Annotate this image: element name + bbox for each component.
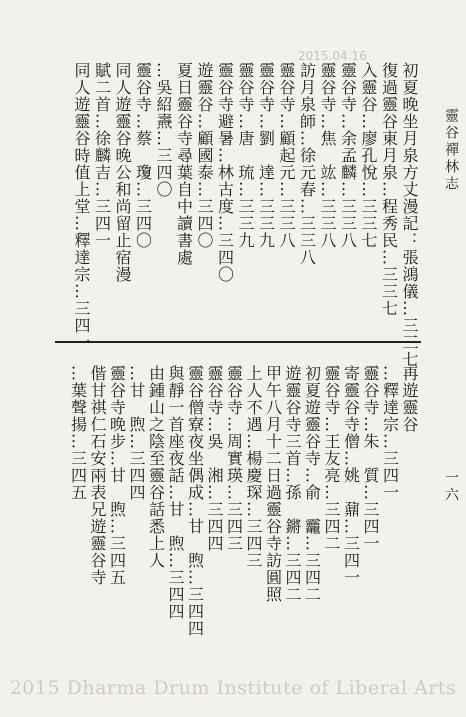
bottom-contents-entry: 偕甘祺仁石安兩表兄遊靈谷寺 (88, 365, 107, 586)
top-contents-entry: 夏日靈谷寺尋葉自中讀書處 (174, 62, 194, 266)
watermark: 2015 Dharma Drum Institute of Liberal Arts (9, 677, 457, 699)
top-contents-entry: 入靈谷…廖孔悅…三三七 (359, 62, 378, 249)
bottom-contents-entry: 上人不遇…楊慶琛…三四三 (244, 365, 263, 569)
bottom-contents-entry: …釋達宗…三四一 (380, 365, 400, 501)
bottom-contents-entry: 甲午八月十二日過靈谷寺訪圓照 (263, 365, 283, 603)
bottom-contents-entry: 靈谷寺…朱 質…三四一 (361, 365, 380, 552)
top-contents-entry: 賦二首…徐麟吉…三四一 (92, 62, 112, 249)
top-contents-entry: 靈谷寺…蔡 瓊…三四〇 (133, 62, 153, 249)
top-contents-entry: 同人遊靈谷時值上堂…釋達宗…三四一 (72, 62, 91, 351)
top-contents-entry: 靈谷寺避暑…林古度…三四〇 (215, 62, 235, 283)
top-contents-entry: 遊靈谷…顧國泰…三四〇 (195, 62, 214, 249)
bottom-contents-entry: 靈谷寺…王友亮…三四二 (322, 365, 341, 552)
top-contents-entry: …吳紹燾…三四〇 (154, 62, 173, 198)
section-divider (55, 341, 421, 343)
bottom-contents-entry: 靈谷寺…周實瑛…三四三 (224, 365, 244, 552)
top-contents-entry: 靈谷寺…唐 琉…三三九 (236, 62, 255, 249)
page-stamp: 2015.04.16 (298, 49, 367, 63)
bottom-contents-entry: 寄靈谷寺僧…姚 鼐…三四一 (341, 365, 361, 586)
top-contents-entry: 同人遊靈谷晚公和尚留止宿漫 (113, 62, 132, 283)
bottom-contents-entry: 靈谷寺晚步…甘 煦…三四五 (107, 365, 127, 586)
top-contents-entry: 靈谷寺…余孟麟…三三八 (338, 62, 358, 249)
bottom-contents-entry: 靈谷寺…吳 湘…三四四 (205, 365, 224, 552)
bottom-contents-entry: 再遊靈谷 (400, 365, 419, 433)
bottom-contents-entry: …葉聲揚…三四五 (68, 365, 88, 501)
bottom-contents-entry: 遊靈谷寺三首…孫 鏘…三四二 (283, 365, 302, 603)
running-title: 靈谷禪林志 (443, 108, 459, 193)
bottom-contents-entry: 靈谷僧寮夜坐偶成…甘 煦…三四四 (185, 365, 205, 637)
bottom-contents-entry: 與靜一首座夜話…甘 煦…三四四 (166, 365, 185, 620)
top-contents-entry: 靈谷寺…顧起元…三三八 (277, 62, 296, 249)
top-contents-entry: 靈谷寺…劉 達…三三九 (256, 62, 276, 249)
top-contents-entry: 靈谷寺…焦 竑…三三八 (318, 62, 337, 249)
page-number: 一六 (443, 470, 459, 504)
bottom-contents-entry: …甘 煦…三四四 (127, 365, 146, 501)
top-contents-entry: 初夏晚坐月泉方丈漫記：張鴻儀…三三七 (400, 62, 419, 368)
top-contents-entry: 復過靈谷東月泉…程秀民…三三七 (379, 62, 399, 317)
bottom-contents-entry: 初夏遊靈谷寺…俞 龗…三四二 (302, 365, 322, 603)
top-contents-entry: 訪月泉師…徐元春…三三八 (297, 62, 317, 266)
bottom-contents-entry: 由鍾山之陰至靈谷話悉上人 (146, 365, 166, 569)
